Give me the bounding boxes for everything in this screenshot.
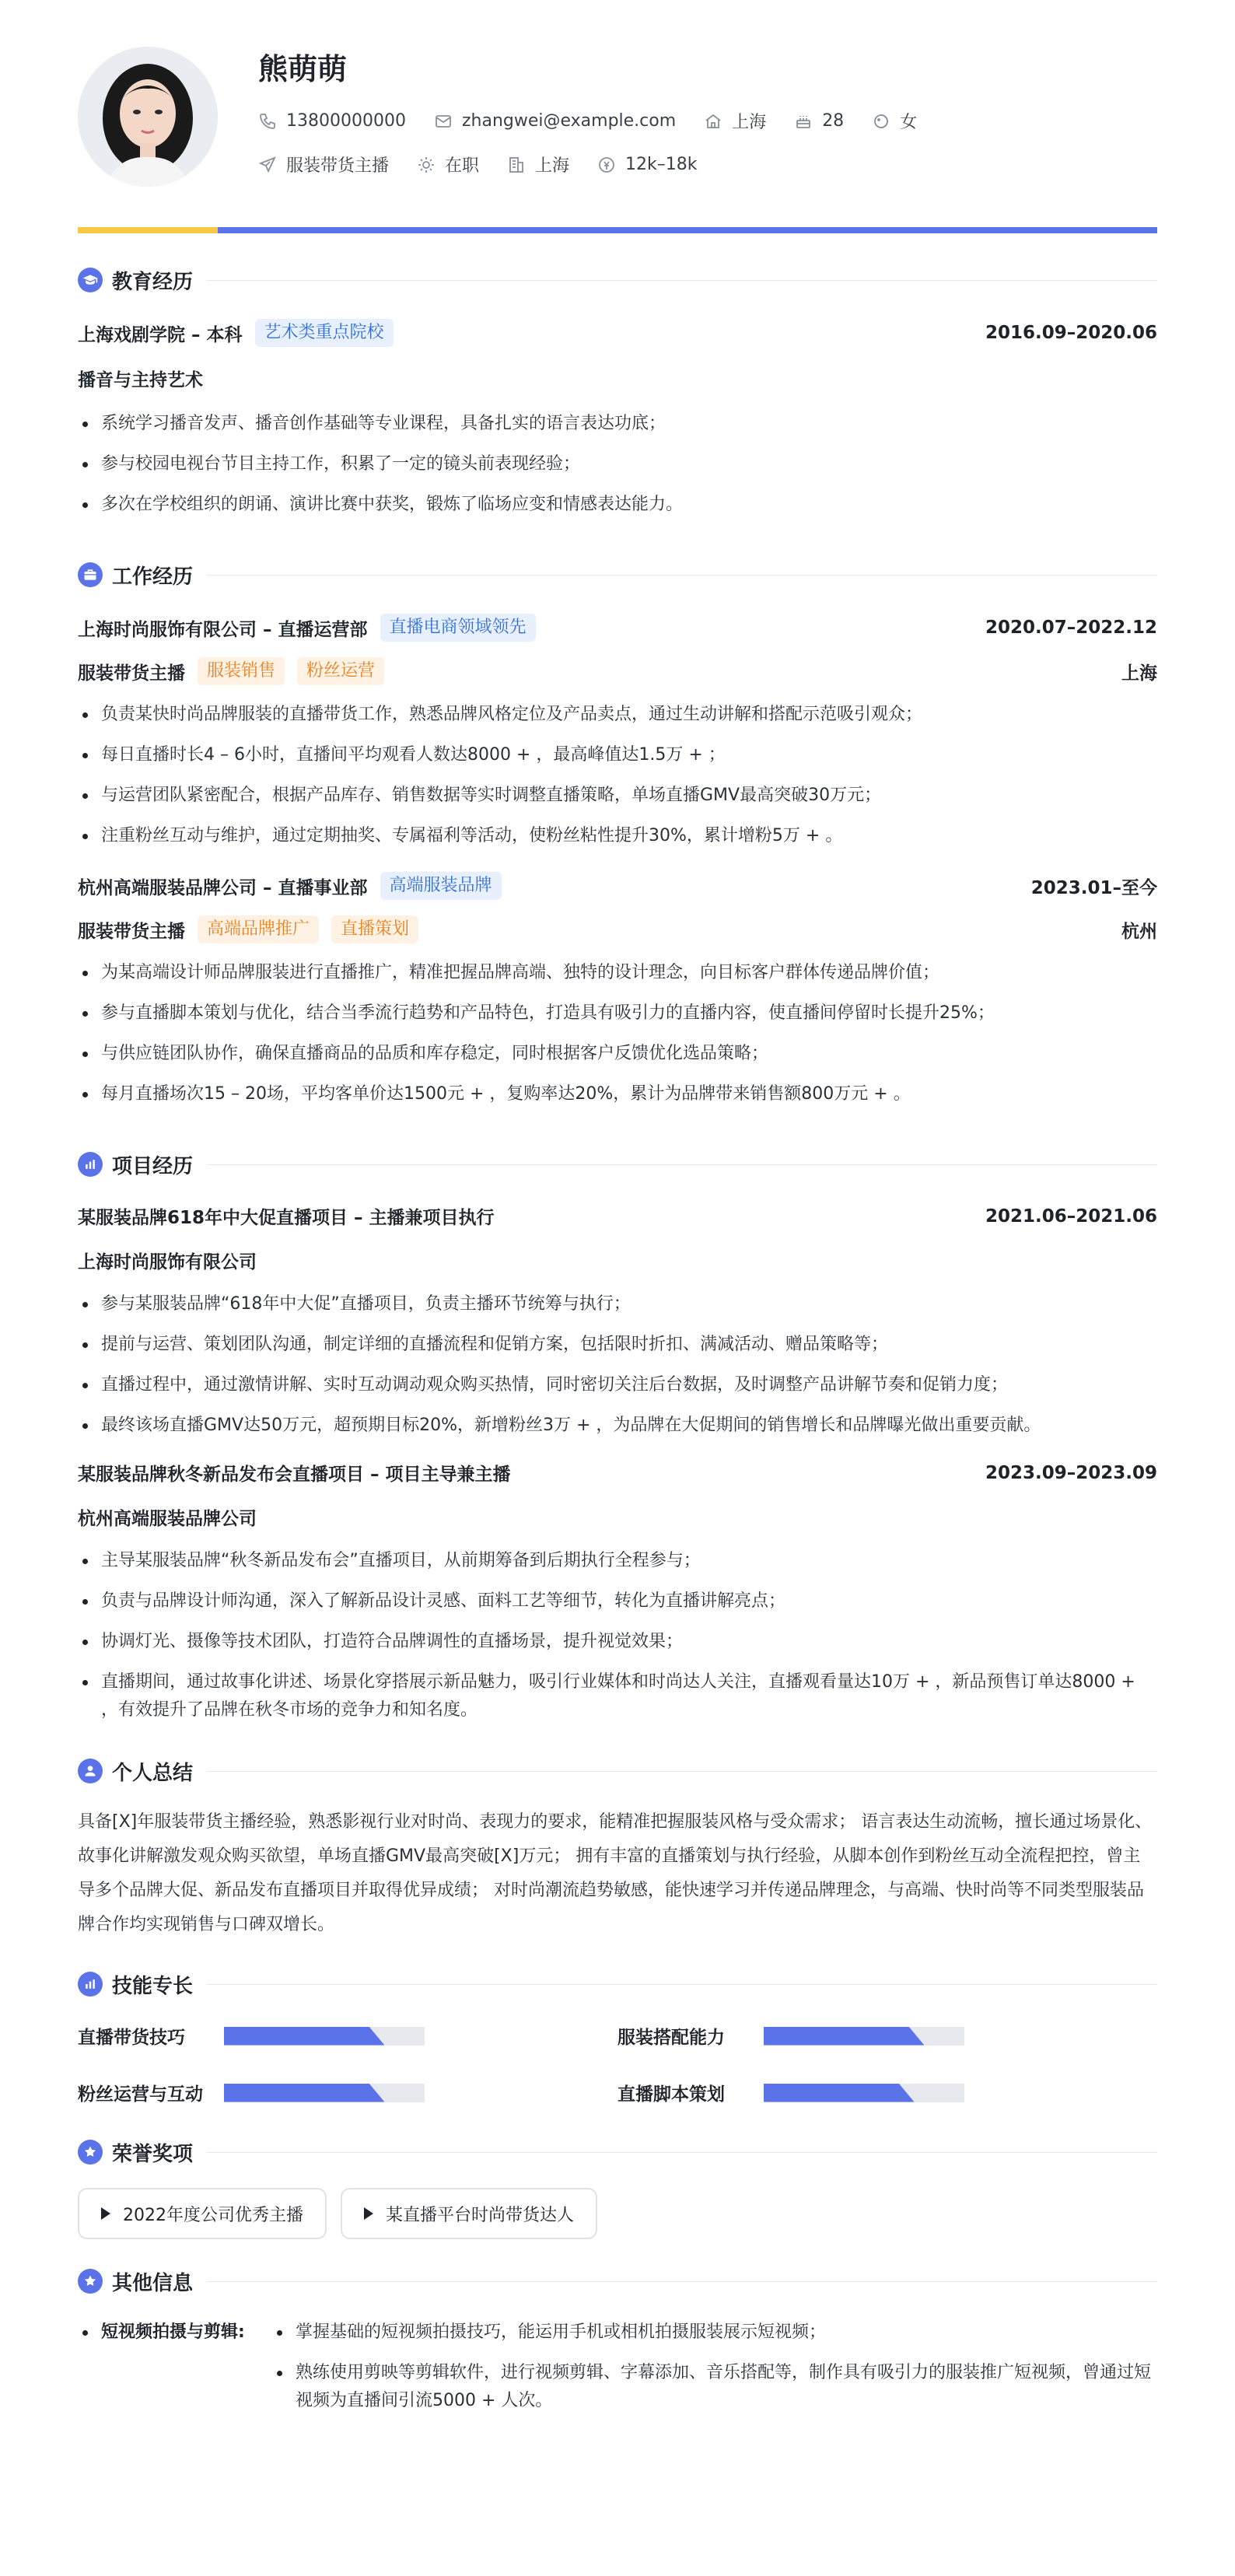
candidate-name: 熊萌萌 — [258, 52, 348, 86]
awards-title-label: 荣誉奖项 — [112, 2142, 194, 2166]
info-icon — [78, 2269, 103, 2294]
skill-name: 直播脚本策划 — [618, 2084, 725, 2105]
chart-icon — [78, 1152, 103, 1177]
list-item: 与运营团队紧密配合，根据产品库存、销售数据等实时调整直播策略，单场直播GMV最高突破30万元； — [78, 782, 1157, 810]
skill-item — [618, 2023, 1157, 2049]
city-text: 上海 — [732, 113, 767, 132]
phone-icon — [258, 112, 277, 131]
section-divider — [207, 1164, 1157, 1165]
avatar — [78, 47, 218, 187]
other-label: 短视频拍摄与剪辑: — [78, 2319, 245, 2343]
expected-city-text: 上海 — [535, 156, 570, 176]
awards-section — [78, 2137, 1157, 2239]
salary-item — [597, 155, 697, 174]
job-title-item — [258, 152, 389, 177]
projects-title-label: 项目经历 — [112, 1154, 194, 1178]
building-icon — [507, 156, 526, 174]
email-text: zhangwei@example.com — [461, 111, 677, 131]
skills-title-label: 技能专长 — [112, 1974, 194, 1998]
phone-item — [258, 111, 406, 131]
list-item: 熟练使用剪映等剪辑软件，进行视频剪辑、字幕添加、音乐搭配等，制作具有吸引力的服装推广短视频，曾通过短视频为直播间引流5000 + 人次。 — [272, 2359, 1157, 2415]
project-entry-head — [78, 1460, 1157, 1486]
role-tag: 直播策划 — [331, 915, 418, 943]
avatar-portrait-icon — [78, 47, 218, 187]
home-icon — [704, 112, 722, 131]
school-tag: 艺术类重点院校 — [255, 319, 394, 347]
company-tag: 直播电商领域领先 — [380, 614, 536, 642]
section-divider — [207, 575, 1157, 576]
work-title — [78, 559, 1157, 590]
skill-fill — [764, 2084, 915, 2102]
list-item: 掌握基础的短视频拍摄技巧，能运用手机或相机拍摄服装展示短视频； — [272, 2319, 1157, 2347]
list-item: 多次在学校组织的朗诵、演讲比赛中获奖，锻炼了临场应变和情感表达能力。 — [78, 491, 1157, 519]
project-date: 2023.09–2023.09 — [985, 1462, 1157, 1483]
skills-title — [78, 1969, 1157, 2000]
company-tag: 高端服装品牌 — [380, 872, 502, 900]
project-name: 某服装品牌秋冬新品发布会直播项目 – 项目主导兼主播 — [78, 1465, 511, 1485]
work-section — [78, 559, 1157, 1108]
resume-header — [78, 0, 1157, 233]
award-chip — [341, 2188, 597, 2239]
list-item: 每日直播时长4 – 6小时，直播间平均观看人数达8000 + ，最高峰值达1.5万 + ； — [78, 741, 1157, 769]
list-item: 协调灯光、摄像等技术团队，打造符合品牌调性的直播场景，提升视觉效果； — [78, 1628, 1157, 1656]
summary-title-label: 个人总结 — [112, 1761, 194, 1785]
send-icon — [258, 156, 277, 174]
skill-name: 服装搭配能力 — [618, 2028, 725, 2048]
money-icon — [597, 156, 616, 174]
salary-text: 12k–18k — [625, 155, 698, 174]
list-item: 负责与品牌设计师沟通，深入了解新品设计灵感、面料工艺等细节，转化为直播讲解亮点； — [78, 1587, 1157, 1615]
list-item: 提前与运营、策划团队沟通，制定详细的直播流程和促销方案，包括限时折扣、满减活动、赠品策略等； — [78, 1331, 1157, 1359]
company-name: 杭州高端服装品牌公司 – 直播事业部 — [78, 877, 368, 898]
education-entry-head — [78, 319, 1157, 347]
age-text: 28 — [822, 111, 845, 131]
list-item: 参与某服装品牌“618年中大促”直播项目，负责主播环节统筹与执行； — [78, 1290, 1157, 1318]
list-item: 直播过程中，通过激情讲解、实时互动调动观众购买热情，同时密切关注后台数据，及时调整产品讲解节奏和促销力度； — [78, 1371, 1157, 1399]
section-divider — [207, 1984, 1157, 1985]
play-icon — [364, 2207, 373, 2220]
list-item: 每月直播场次15 – 20场，平均客单价达1500元 + ，复购率达20%，累计为品牌带来销售额800万元 + 。 — [78, 1080, 1157, 1108]
major-text: 播音与主持艺术 — [78, 370, 203, 390]
skill-item — [78, 2080, 618, 2105]
cake-icon — [794, 112, 813, 131]
job-intent-row — [258, 152, 726, 177]
job-role: 服装带货主播 — [78, 663, 185, 684]
other-title — [78, 2266, 1157, 2297]
project-date: 2021.06–2021.06 — [985, 1206, 1157, 1227]
education-title-label: 教育经历 — [112, 270, 194, 294]
awards-list — [78, 2188, 1157, 2239]
header-divider-bar — [78, 227, 1157, 233]
summary-text: 具备[X]年服装带货主播经验，熟悉影视行业对时尚、表现力的要求，能精准把握服装风格与受众需求； 语言表达生动流畅，擅长通过场景化、故事化讲解激发观众购买欲望，单场直播GMV最高突破[X]万元； 拥有丰富的直播策划与执行经验，从脚本创作到粉丝互动全流程把控，曾主导多个品牌大促、新品发布直播项目并取得优异成绩； 对时尚潮流趋势敏感，能快速学习并传递品牌理念，与高端、快时尚等不同类型服装品牌合作均实现销售与口碑双增长。 — [78, 1812, 1153, 1934]
skill-name: 直播带货技巧 — [78, 2028, 185, 2048]
summary-title — [78, 1755, 1157, 1787]
graduation-cap-icon — [78, 268, 103, 292]
job-role-row — [78, 915, 1157, 943]
school-name: 上海戏剧学院 – 本科 — [78, 324, 243, 345]
award-chip — [78, 2188, 327, 2239]
award-text: 某直播平台时尚带货达人 — [386, 2205, 575, 2225]
project-company — [78, 1504, 1157, 1530]
project-bullets — [78, 1547, 1157, 1724]
skill-fill — [224, 2084, 384, 2102]
skill-fill — [224, 2027, 384, 2046]
gender-text: 女 — [900, 113, 918, 132]
skills-grid — [78, 2023, 1157, 2105]
project-name: 某服装品牌618年中大促直播项目 – 主播兼项目执行 — [78, 1208, 495, 1228]
skill-bar — [764, 2027, 964, 2046]
list-item: 系统学习播音发声、播音创作基础等专业课程，具备扎实的语言表达功底； — [78, 410, 1157, 438]
user-icon — [78, 1759, 103, 1783]
other-bullets — [272, 2319, 1157, 2415]
job-bullets — [78, 959, 1157, 1108]
status-text: 在职 — [445, 156, 480, 176]
skill-name: 粉丝运营与互动 — [78, 2084, 203, 2105]
status-item — [417, 152, 479, 177]
education-date: 2016.09–2020.06 — [985, 323, 1157, 343]
list-item: 直播期间，通过故事化讲述、场景化穿搭展示新品魅力，吸引行业媒体和时尚达人关注，直播观看量达10万 + ，新品预售订单达8000 + ，有效提升了品牌在秋冬市场的竞争力和知名度。 — [78, 1668, 1157, 1724]
project-company — [78, 1248, 1157, 1273]
job-entry-head — [78, 614, 1157, 642]
list-item: 最终该场直播GMV达50万元，超预期目标20%，新增粉丝3万 + ，为品牌在大促期间的销售增长和品牌曝光做出重要贡献。 — [78, 1412, 1157, 1440]
city-item — [704, 109, 766, 133]
age-item — [794, 111, 844, 131]
gender-item — [872, 109, 917, 133]
play-icon — [101, 2207, 110, 2220]
expected-city-item — [507, 152, 569, 177]
job-bullets — [78, 701, 1157, 850]
role-tag: 粉丝运营 — [297, 657, 384, 685]
skills-section — [78, 1969, 1157, 2105]
skill-fill — [764, 2027, 924, 2046]
job-location: 上海 — [1121, 663, 1157, 684]
list-item: 注重粉丝互动与维护，通过定期抽奖、专属福利等活动，使粉丝粘性提升30%，累计增粉5万 + 。 — [78, 822, 1157, 850]
skill-item — [618, 2080, 1157, 2105]
phone-text: 13800000000 — [286, 111, 406, 131]
gender-icon — [872, 112, 890, 131]
header-bar-blue — [218, 227, 1157, 233]
work-title-label: 工作经历 — [112, 565, 194, 589]
major — [78, 366, 1157, 391]
header-bar-yellow — [78, 227, 218, 233]
list-item: 为某高端设计师品牌服装进行直播推广，精准把握品牌高端、独特的设计理念，向目标客户群体传递品牌价值； — [78, 959, 1157, 987]
list-item: 主导某服装品牌“秋冬新品发布会”直播项目，从前期筹备到后期执行全程参与； — [78, 1547, 1157, 1575]
status-icon — [417, 156, 436, 174]
job-location: 杭州 — [1121, 921, 1157, 942]
briefcase-icon — [78, 562, 103, 587]
other-title-label: 其他信息 — [112, 2271, 194, 2295]
list-item: 参与校园电视台节目主持工作，积累了一定的镜头前表现经验； — [78, 450, 1157, 478]
skill-bar — [764, 2084, 964, 2102]
skill-bar — [224, 2027, 425, 2046]
job-date: 2020.07–2022.12 — [985, 618, 1157, 638]
role-tag: 高端品牌推广 — [198, 915, 319, 943]
skills-chart-icon — [78, 1972, 103, 1997]
section-divider — [207, 1771, 1157, 1772]
summary-section — [78, 1755, 1157, 1942]
project-company-text: 上海时尚服饰有限公司 — [78, 1252, 257, 1272]
list-item: 负责某快时尚品牌服装的直播带货工作，熟悉品牌风格定位及产品卖点，通过生动讲解和搭配示范吸引观众； — [78, 701, 1157, 729]
job-entry-head — [78, 872, 1157, 900]
email-item — [434, 111, 676, 131]
list-item: 参与直播脚本策划与优化，结合当季流行趋势和产品特色，打造具有吸引力的直播内容，使直播间停留时长提升25%； — [78, 999, 1157, 1027]
section-divider — [207, 2281, 1157, 2282]
award-icon — [78, 2140, 103, 2165]
job-role-row — [78, 657, 1157, 685]
project-bullets — [78, 1290, 1157, 1440]
awards-title — [78, 2137, 1157, 2168]
contact-row — [258, 109, 945, 133]
projects-title — [78, 1149, 1157, 1180]
education-section — [78, 264, 1157, 519]
role-tag: 服装销售 — [198, 657, 285, 685]
job-title-text: 服装带货主播 — [286, 156, 390, 176]
other-content — [78, 2319, 1157, 2415]
company-name: 上海时尚服饰有限公司 – 直播运营部 — [78, 619, 368, 640]
list-item: 与供应链团队协作，确保直播商品的品质和库存稳定，同时根据客户反馈优化选品策略； — [78, 1040, 1157, 1068]
skill-bar — [224, 2084, 425, 2102]
job-date: 2023.01–至今 — [1030, 877, 1157, 898]
project-company-text: 杭州高端服装品牌公司 — [78, 1509, 257, 1529]
award-text: 2022年度公司优秀主播 — [123, 2205, 303, 2225]
other-section — [78, 2266, 1157, 2415]
education-title — [78, 264, 1157, 296]
mail-icon — [434, 112, 453, 131]
section-divider — [207, 280, 1157, 281]
job-role: 服装带货主播 — [78, 921, 185, 942]
section-divider — [207, 2152, 1157, 2153]
projects-section — [78, 1149, 1157, 1724]
project-entry-head — [78, 1203, 1157, 1229]
skill-item — [78, 2023, 618, 2049]
education-bullets — [78, 410, 1157, 519]
